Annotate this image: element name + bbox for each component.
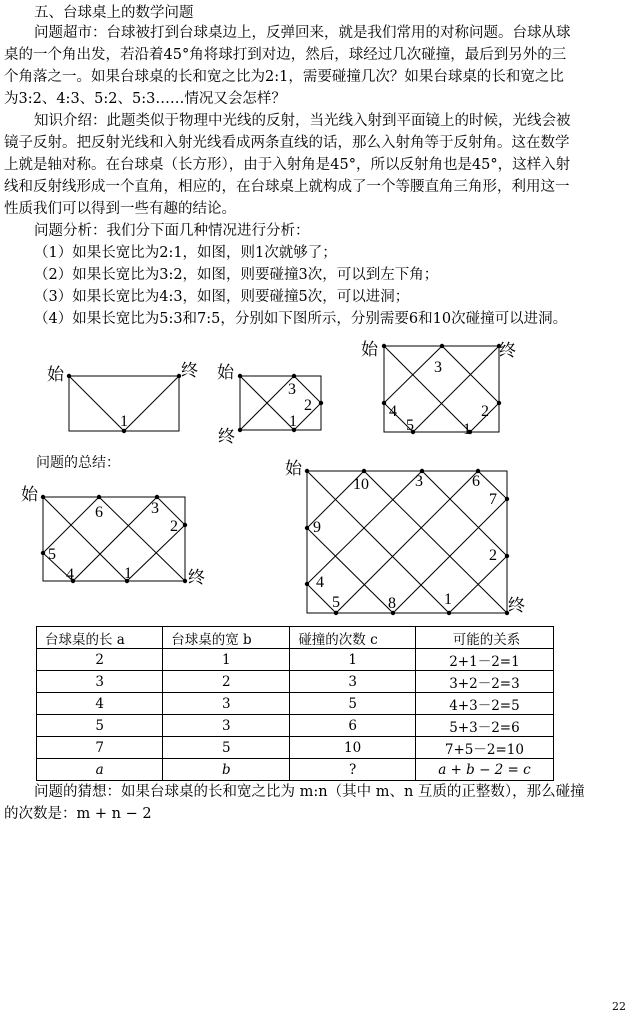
path-7-5 xyxy=(307,471,507,613)
table-cell: 6 xyxy=(290,715,416,737)
bounce-number: 4 xyxy=(316,574,324,591)
bounce-number: 7 xyxy=(489,491,497,508)
table-cell: 5 xyxy=(163,737,290,759)
table-cell: b xyxy=(163,759,290,781)
paragraph-line: 个角落之一。如果台球桌的长和宽之比为2:1，需要碰撞几次？如果台球桌的长和宽之比 xyxy=(4,69,564,85)
conjecture-line: 的次数是：m + n − 2 xyxy=(4,806,152,822)
table-cell: 1 xyxy=(290,649,416,671)
bounce-number: 3 xyxy=(288,381,296,398)
paragraph-line: 为3:2、4:3、5:2、5:3……情况又会怎样？ xyxy=(4,91,286,107)
table-cell: 3+2－2=3 xyxy=(415,671,553,693)
summary-label: 问题的总结： xyxy=(36,456,120,471)
table-cell: 2+1－2=1 xyxy=(415,649,553,671)
start-label: 始 xyxy=(361,340,378,359)
paragraph-line: 性质我们可以得到一些有趣的结论。 xyxy=(4,201,236,217)
paragraph-line: 知识介绍：此题类似于物理中光线的反射，当光线入射到平面镜上的时候，光线会被 xyxy=(34,113,571,129)
bounce-number: 4 xyxy=(66,566,74,583)
table-cell: 4 xyxy=(37,693,163,715)
page-number: 22 xyxy=(612,1000,626,1013)
table-header: 碰撞的次数 c xyxy=(290,627,416,649)
paragraph-line: 问题超市：台球被打到台球桌边上，反弹回来，就是我们常用的对称问题。台球从球 xyxy=(34,25,571,41)
bounce-number: 6 xyxy=(472,473,480,490)
table-row xyxy=(37,715,554,737)
bounce-number: 2 xyxy=(170,518,178,535)
table-cell: 7+5－2=10 xyxy=(415,737,553,759)
table-cell: 3 xyxy=(163,693,290,715)
table-cell: 10 xyxy=(290,737,416,759)
end-label: 终 xyxy=(181,361,198,380)
bounce-number: 4 xyxy=(389,403,397,420)
bounce-number: 5 xyxy=(332,594,340,611)
bounce-number: 6 xyxy=(95,504,103,521)
paragraph-line: 线和反射线形成一个直角，相应的，在台球桌上就构成了一个等腰直角三角形，利用这一 xyxy=(4,179,570,195)
table-cell: a xyxy=(37,759,163,781)
table-cell: 5 xyxy=(37,715,163,737)
table-cell: 3 xyxy=(290,671,416,693)
table-cell: 5+3－2=6 xyxy=(415,715,553,737)
bounce-number: 5 xyxy=(48,546,56,563)
table-cell: 7 xyxy=(37,737,163,759)
bounce-number: 3 xyxy=(434,359,442,376)
table-row xyxy=(37,759,554,781)
path-5-3 xyxy=(43,497,185,581)
bounce-number: 1 xyxy=(289,413,297,430)
table-cell: 3 xyxy=(37,671,163,693)
table-header: 台球桌的长 a xyxy=(37,627,163,649)
end-label: 终 xyxy=(508,596,525,615)
paragraph-line: 桌的一个角出发，若沿着45°角将球打到对边，然后，球经过几次碰撞，最后到另外的三 xyxy=(4,47,567,63)
bounce-number: 2 xyxy=(304,397,312,414)
start-label: 始 xyxy=(47,365,64,384)
paragraph-line: 问题分析：我们分下面几种情况进行分析： xyxy=(34,223,310,239)
case-line: （1）如果长宽比为2:1，如图，则1次就够了； xyxy=(34,245,337,261)
bounce-number: 3 xyxy=(415,473,423,490)
bounce-number: 2 xyxy=(481,403,489,420)
bounce-number: 1 xyxy=(124,565,132,582)
table-cell: 1 xyxy=(163,649,290,671)
end-label: 终 xyxy=(499,341,516,360)
table-row xyxy=(37,737,554,759)
case-line: （3）如果长宽比为4:3，如图，则要碰撞5次，可以进洞； xyxy=(34,289,410,305)
end-label: 终 xyxy=(188,568,205,587)
table-row xyxy=(37,671,554,693)
table-cell: 4+3－2=5 xyxy=(415,693,553,715)
bounce-number: 5 xyxy=(406,417,414,434)
table-header-row xyxy=(37,627,554,649)
table-cell: 2 xyxy=(163,671,290,693)
bounce-number: 10 xyxy=(353,476,369,493)
table-header: 台球桌的宽 b xyxy=(163,627,290,649)
bounce-number: 1 xyxy=(120,413,128,430)
table-cell: ? xyxy=(290,759,416,781)
start-label: 始 xyxy=(217,363,234,382)
summary-table xyxy=(36,626,554,781)
case-line: （2）如果长宽比为3:2，如图，则要碰撞3次，可以到左下角； xyxy=(34,267,439,283)
start-label: 始 xyxy=(21,485,38,504)
bounce-number: 8 xyxy=(388,595,396,612)
table-cell: 5 xyxy=(290,693,416,715)
table-cell: a + b − 2 = c xyxy=(415,759,553,781)
table-cell: 2 xyxy=(37,649,163,671)
bounce-number: 3 xyxy=(151,500,159,517)
paragraph-line: 上就是轴对称。在台球桌（长方形），由于入射角是45°，所以反射角也是45°，这样入射 xyxy=(4,157,571,173)
conjecture-line: 问题的猜想：如果台球桌的长和宽之比为 m:n（其中 m、n 互质的正整数），那么碰撞 xyxy=(34,784,585,800)
section-title: 五、台球桌上的数学问题 xyxy=(34,5,194,21)
start-label: 始 xyxy=(285,459,302,478)
table-row xyxy=(37,649,554,671)
table-cell: 3 xyxy=(163,715,290,737)
table-header: 可能的关系 xyxy=(415,627,553,649)
bounce-number: 9 xyxy=(313,519,321,536)
end-label: 终 xyxy=(218,427,235,446)
bounce-number: 2 xyxy=(489,547,497,564)
case-line: （4）如果长宽比为5:3和7:5，分别如下图所示，分别需要6和10次碰撞可以进洞。 xyxy=(34,311,568,327)
bounce-number: 1 xyxy=(444,591,452,608)
paragraph-line: 镜子反射。把反射光线和入射光线看成两条直线的话，那么入射角等于反射角。这在数学 xyxy=(4,135,570,151)
bounce-number: 1 xyxy=(463,421,471,438)
table-row xyxy=(37,693,554,715)
